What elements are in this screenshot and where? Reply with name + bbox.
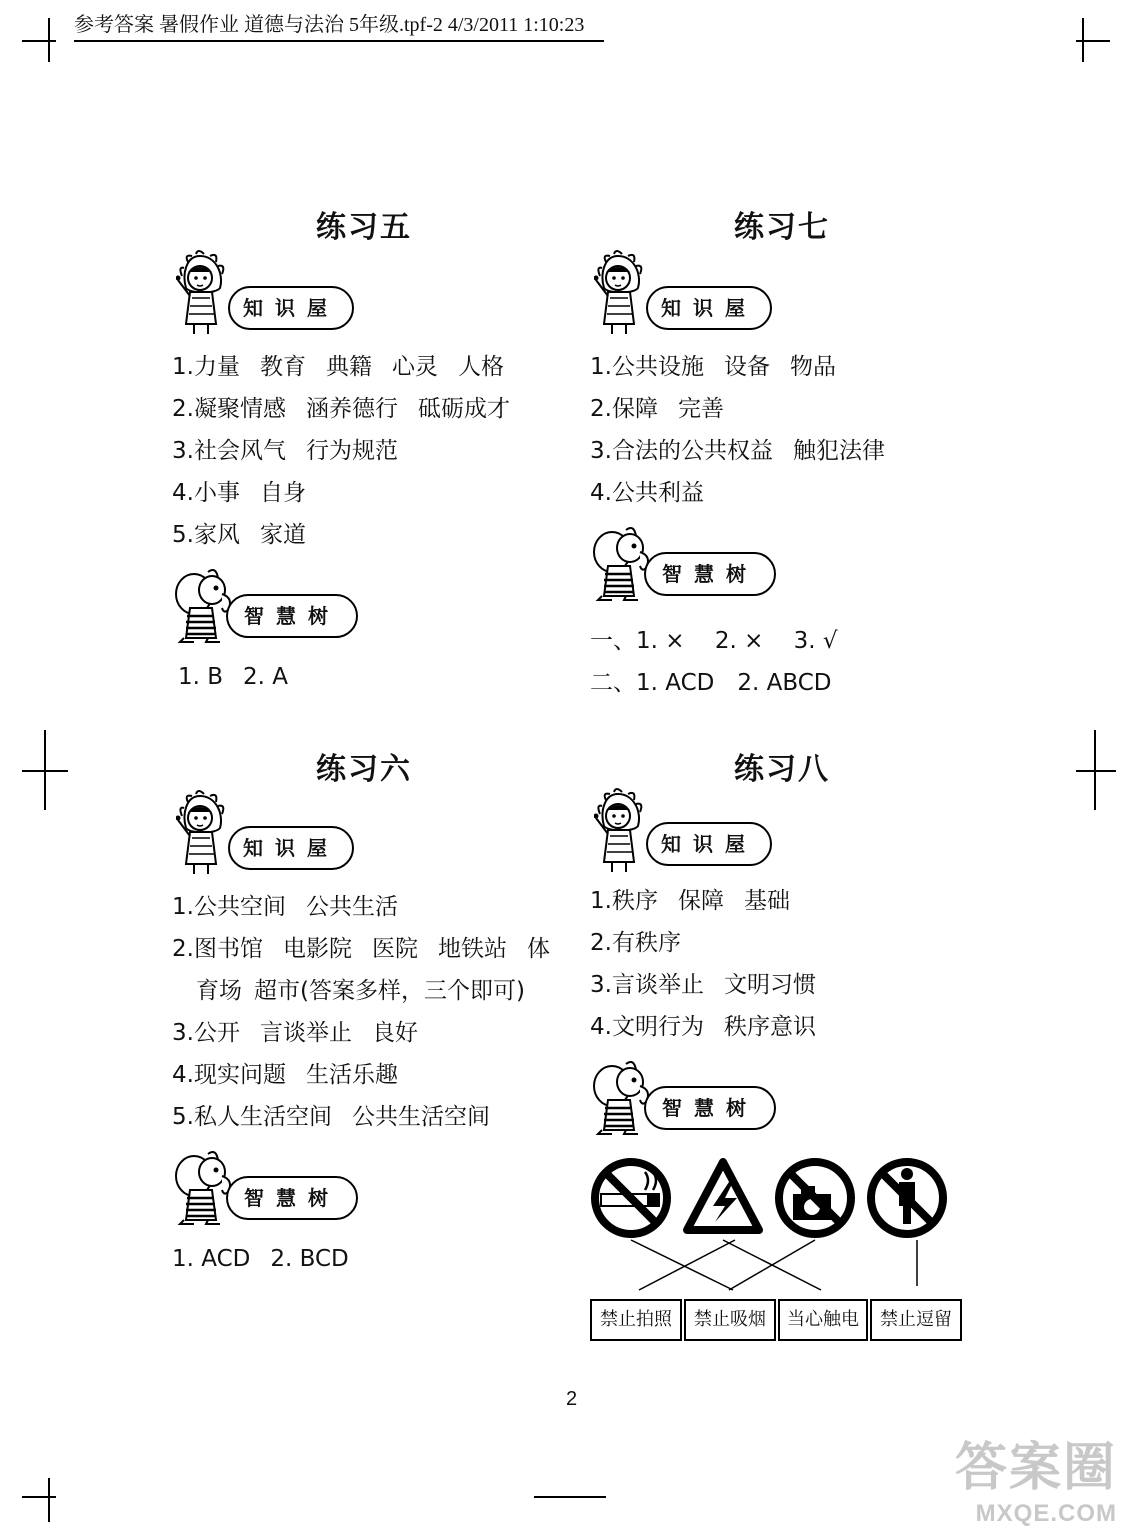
knowledge-item: 3.公开 言谈举止 良好 [172, 1020, 418, 1046]
knowledge-item: 1.公共空间 公共生活 [172, 894, 398, 920]
section-title-8: 练习八 [734, 752, 830, 787]
sign-matching-figure [585, 1150, 965, 1300]
crop-mark [1082, 18, 1084, 62]
watermark-url: MXQE.COM [975, 1500, 1117, 1527]
crop-mark [48, 1478, 50, 1522]
sign-label: 禁止逗留 [870, 1299, 962, 1341]
section-title-7: 练习七 [734, 210, 830, 245]
knowledge-badge-label: 知识屋 [228, 826, 354, 870]
wisdom-answers: 二、1. ACD 2. ABCD [590, 670, 832, 696]
watermark [955, 1425, 1117, 1528]
sign-label: 禁止拍照 [590, 1299, 682, 1341]
girl-mascot-icon [176, 250, 236, 340]
wisdom-badge [172, 568, 362, 648]
crop-mark [22, 40, 56, 42]
knowledge-item: 5.私人生活空间 公共生活空间 [172, 1104, 490, 1130]
wisdom-badge [590, 1060, 780, 1140]
knowledge-item: 1.秩序 保障 基础 [590, 888, 790, 914]
girl-mascot-icon [594, 250, 654, 340]
knowledge-item: 3.言谈举止 文明习惯 [590, 972, 816, 998]
wisdom-badge [590, 526, 780, 606]
file-header: 参考答案 暑假作业 道德与法治 5年级.tpf-2 4/3/2011 1:10:23 [74, 14, 585, 36]
no-loitering-icon [871, 1162, 943, 1234]
knowledge-item: 5.家风 家道 [172, 522, 306, 548]
no-smoking-icon [595, 1162, 667, 1234]
sign-label: 当心触电 [778, 1299, 868, 1341]
knowledge-item: 4.文明行为 秩序意识 [590, 1014, 816, 1040]
wisdom-badge-label: 智慧树 [226, 594, 358, 638]
wisdom-badge [172, 1150, 362, 1230]
sign-label: 禁止吸烟 [684, 1299, 776, 1341]
section-title-5: 练习五 [316, 210, 412, 245]
crop-mark [1076, 770, 1116, 772]
knowledge-badge [170, 250, 360, 340]
knowledge-item: 3.合法的公共权益 触犯法律 [590, 438, 885, 464]
knowledge-item: 4.小事 自身 [172, 480, 306, 506]
knowledge-badge [588, 250, 778, 340]
knowledge-item: 育场 超市(答案多样，三个即可) [196, 978, 525, 1004]
girl-mascot-icon [176, 790, 236, 880]
wisdom-answers: 1. ACD 2. BCD [172, 1246, 349, 1272]
knowledge-badge [170, 790, 360, 880]
knowledge-item: 2.图书馆 电影院 医院 地铁站 体 [172, 936, 550, 962]
wisdom-answers: 一、1. × 2. × 3. √ [590, 628, 838, 654]
knowledge-badge-label: 知识屋 [646, 822, 772, 866]
electric-hazard-icon [687, 1162, 759, 1230]
matching-lines [631, 1240, 917, 1290]
knowledge-item: 2.有秩序 [590, 930, 681, 956]
knowledge-item: 4.公共利益 [590, 480, 704, 506]
knowledge-badge-label: 知识屋 [646, 286, 772, 330]
header-rule [74, 40, 604, 42]
crop-mark [22, 1496, 56, 1498]
knowledge-badge [588, 788, 778, 878]
crop-mark [22, 770, 68, 772]
knowledge-badge-label: 知识屋 [228, 286, 354, 330]
knowledge-item: 2.凝聚情感 涵养德行 砥砺成才 [172, 396, 510, 422]
watermark-main: 答案圈 [954, 1439, 1117, 1497]
knowledge-item: 4.现实问题 生活乐趣 [172, 1062, 398, 1088]
no-photography-icon [779, 1162, 851, 1234]
wisdom-badge-label: 智慧树 [644, 1086, 776, 1130]
knowledge-item: 1.公共设施 设备 物品 [590, 354, 836, 380]
wisdom-badge-label: 智慧树 [226, 1176, 358, 1220]
section-title-6: 练习六 [316, 752, 412, 787]
crop-mark [534, 1496, 606, 1498]
wisdom-badge-label: 智慧树 [644, 552, 776, 596]
knowledge-item: 2.保障 完善 [590, 396, 724, 422]
wisdom-answers: 1. B 2. A [178, 664, 289, 690]
knowledge-item: 1.力量 教育 典籍 心灵 人格 [172, 354, 504, 380]
page-number: 2 [566, 1388, 578, 1410]
knowledge-item: 3.社会风气 行为规范 [172, 438, 398, 464]
girl-mascot-icon [594, 788, 654, 878]
crop-mark [48, 18, 50, 62]
